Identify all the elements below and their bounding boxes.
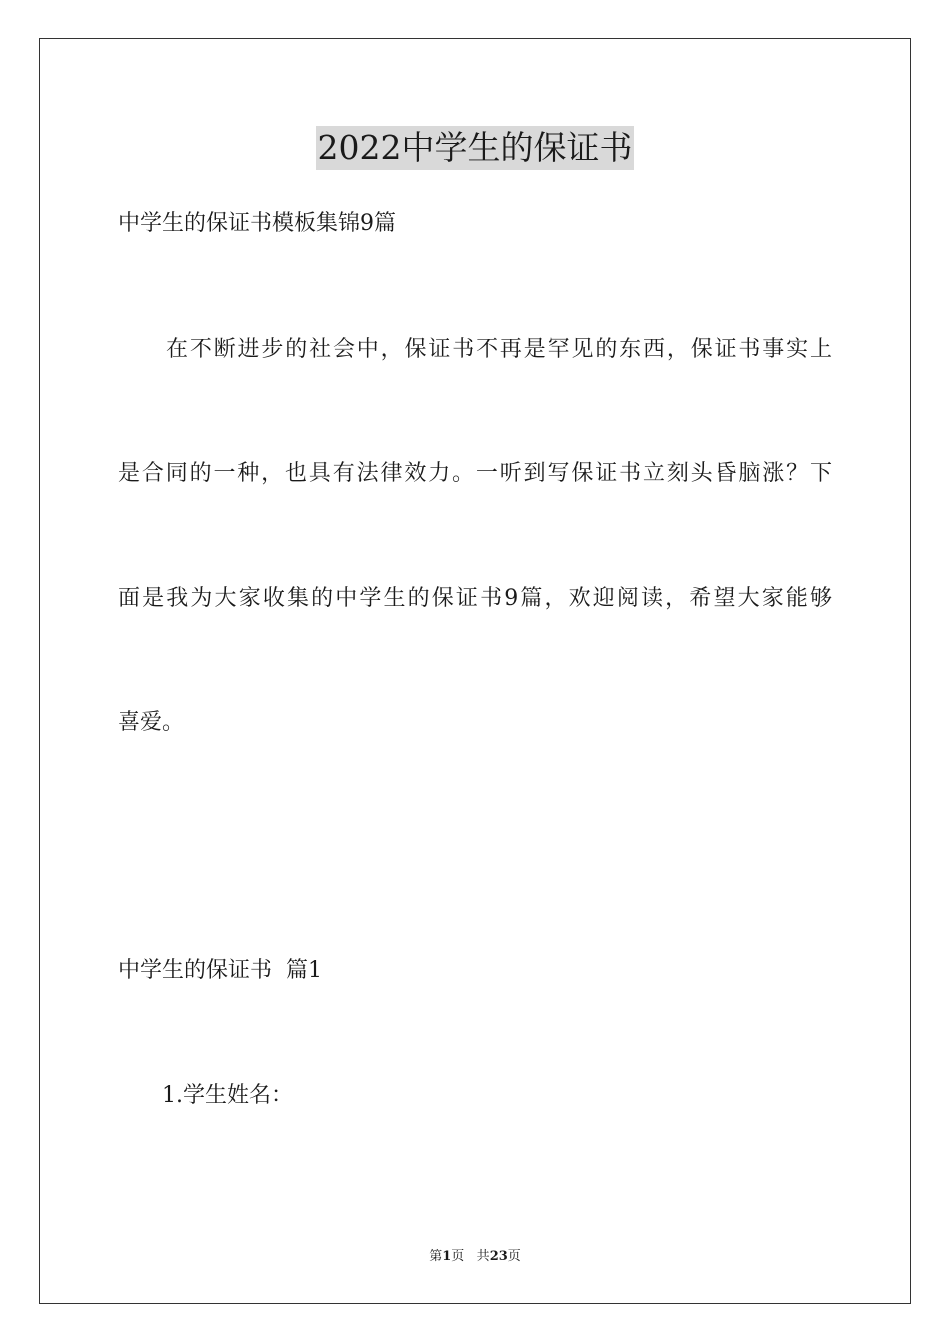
paragraph-line-1: 在不断进步的社会中，保证书不再是罕见的东西，保证书事实上 xyxy=(166,337,832,362)
paragraph-line-4: 喜爱。 xyxy=(118,710,185,735)
footer-total-prefix: 共 xyxy=(476,1249,490,1264)
document-subtitle: 中学生的保证书模板集锦9篇 xyxy=(118,211,396,236)
section-heading: 中学生的保证书 篇1 xyxy=(118,958,322,983)
page-footer xyxy=(0,1248,950,1266)
footer-total-pages: 23 xyxy=(489,1249,508,1264)
document-title: 2022中学生的保证书 xyxy=(316,126,635,170)
footer-page-suffix: 页 xyxy=(451,1249,465,1264)
footer-page-prefix: 第 xyxy=(429,1249,443,1264)
paragraph-line-3: 面是我为大家收集的中学生的保证书9篇，欢迎阅读，希望大家能够 xyxy=(118,586,832,611)
list-item-student-name: 1.学生姓名： xyxy=(162,1083,293,1108)
title-container xyxy=(0,126,950,170)
paragraph-line-2: 是合同的一种，也具有法律效力。一听到写保证书立刻头昏脑涨？下 xyxy=(118,461,832,486)
footer-total-suffix: 页 xyxy=(507,1249,521,1264)
footer-page-number: 1 xyxy=(442,1249,452,1264)
